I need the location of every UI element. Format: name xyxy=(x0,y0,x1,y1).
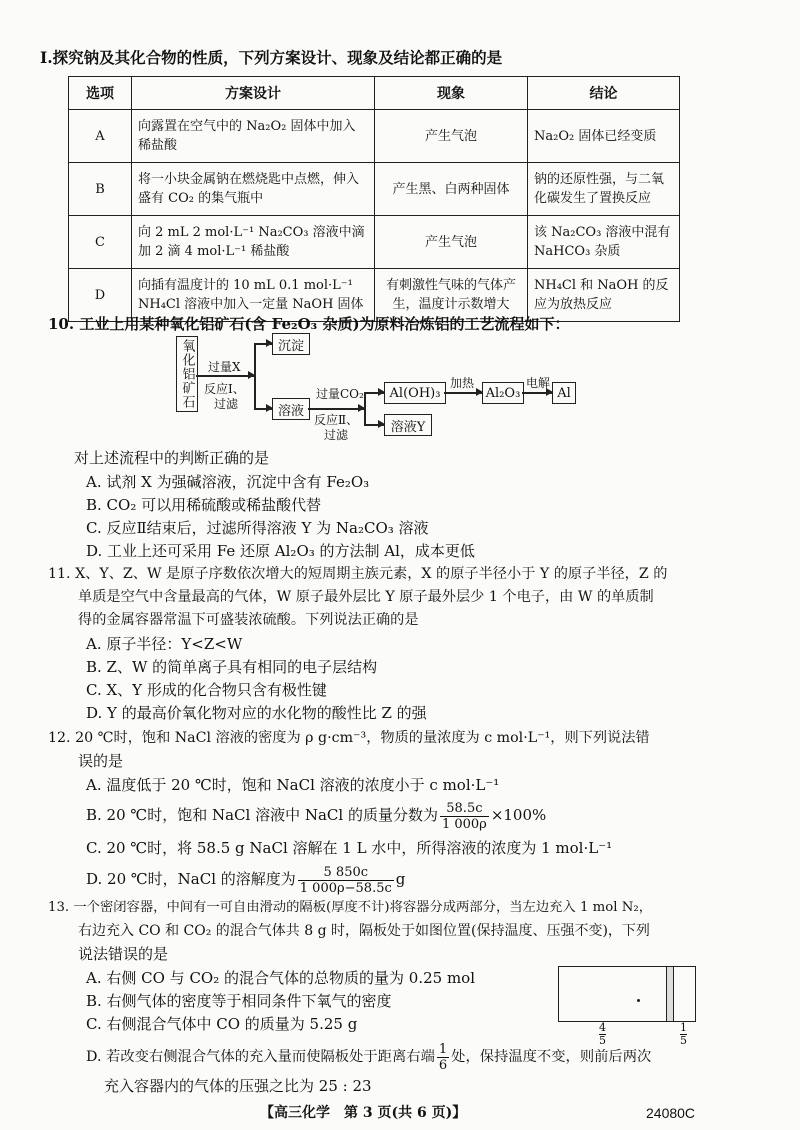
q12-option-b-text: B. 20 ℃时，饱和 NaCl 溶液中 NaCl 的质量分数为 xyxy=(86,806,438,824)
q11-option-c: C. X、Y 形成的化合物只含有极性键 xyxy=(86,681,327,699)
q12-d-fraction xyxy=(298,865,394,896)
tick-left-num: 4 xyxy=(599,1021,606,1034)
q9-stem: I.探究钠及其化合物的性质，下列方案设计、现象及结论都正确的是 xyxy=(40,48,503,67)
row-design: 将一小块金属钠在燃烧匙中点燃，伸入盛有 CO₂ 的集气瓶中 xyxy=(132,163,375,216)
col-header-design: 方案设计 xyxy=(132,77,375,110)
q13-line-3: 说法错误的是 xyxy=(78,945,169,963)
row-design: 向露置在空气中的 Na₂O₂ 固体中加入稀盐酸 xyxy=(132,110,375,163)
arrow-solution-out xyxy=(308,408,364,410)
col-header-observation: 现象 xyxy=(375,77,528,110)
q9-table xyxy=(68,76,680,322)
step2-reagent: 过量CO₂ xyxy=(316,387,364,401)
q12-b-fraction xyxy=(440,801,489,832)
al2o3-box: Al₂O₃ xyxy=(482,382,524,404)
precipitate-box: 沉淀 xyxy=(272,333,310,355)
row-observation: 产生气泡 xyxy=(375,216,528,269)
q11-line-3: 得的金属容器常温下可盛装浓硫酸。下列说法正确的是 xyxy=(78,612,419,628)
row-conclusion: 该 Na₂CO₃ 溶液中混有 NaHCO₃ 杂质 xyxy=(528,216,680,269)
q13-option-d xyxy=(86,1040,651,1074)
tick-right-fraction xyxy=(680,1022,687,1047)
q12-d-denominator: 1 000ρ−58.5c xyxy=(299,880,392,896)
heat-label: 加热 xyxy=(450,376,475,390)
q13-option-b: B. 右侧气体的密度等于相同条件下氧气的密度 xyxy=(86,992,392,1010)
q13-d-suffix: 处，保持温度不变，则前后两次 xyxy=(451,1049,652,1065)
q11-line-2: 单质是空气中含量最高的气体，W 原子最外层比 Y 原子最外层少 1 个电子，由 W 的单质制 xyxy=(78,589,654,605)
q13-option-d-text: D. 若改变右侧混合气体的充入量而使隔板处于距离右端 xyxy=(86,1049,435,1065)
q11-option-a: A. 原子半径：Y<Z<W xyxy=(86,635,243,653)
step1-reaction: 反应Ⅰ、 xyxy=(204,382,245,396)
row-observation: 有刺激性气味的气体产生，温度计示数增大 xyxy=(375,269,528,322)
arrow-electrolysis xyxy=(522,392,552,394)
q12-option-c: C. 20 ℃时，将 58.5 g NaCl 溶解在 1 L 水中，所得溶液的浓度为 1 mol·L⁻¹ xyxy=(86,839,613,857)
table-row xyxy=(69,163,680,216)
arrow-precipitate xyxy=(254,343,272,345)
step2-reaction: 反应Ⅱ、 xyxy=(314,413,359,427)
q10-option-a: A. 试剂 X 为强碱溶液，沉淀中含有 Fe₂O₃ xyxy=(86,473,370,491)
q12-d-suffix: g xyxy=(395,870,406,888)
partition xyxy=(666,967,674,1021)
arrow-solution-y xyxy=(364,424,384,426)
q12-d-numerator: 5 850c xyxy=(298,865,394,881)
q13-line-2: 右边充入 CO 和 CO₂ 的混合气体共 8 g 时，隔板处于如图位置(保持温度、压强不变)，下列 xyxy=(78,923,650,939)
row-observation: 产生气泡 xyxy=(375,110,528,163)
q13-option-c: C. 右侧混合气体中 CO 的质量为 5.25 g xyxy=(86,1015,358,1033)
col-header-conclusion: 结论 xyxy=(528,77,680,110)
q11-option-b: B. Z、W 的简单离子具有相同的电子层结构 xyxy=(86,658,378,676)
row-option: B xyxy=(69,163,132,216)
row-conclusion: 钠的还原性强，与二氧化碳发生了置换反应 xyxy=(528,163,680,216)
arrow-aloh3 xyxy=(364,392,384,394)
tick-right-num: 1 xyxy=(680,1021,687,1034)
q12-b-numerator: 58.5c xyxy=(440,801,489,817)
q10-option-b: B. CO₂ 可以用稀硫酸或稀盐酸代替 xyxy=(86,496,322,514)
q10-option-d: D. 工业上还可采用 Fe 还原 Al₂O₃ 的方法制 Al，成本更低 xyxy=(86,542,475,560)
q12-option-d xyxy=(86,862,405,896)
step1-filter: 过滤 xyxy=(214,397,239,411)
row-option: C xyxy=(69,216,132,269)
q13-d-fraction xyxy=(437,1042,449,1073)
row-design: 向 2 mL 2 mol·L⁻¹ Na₂CO₃ 溶液中滴加 2 滴 4 mol·L⁻¹ 稀盐酸 xyxy=(132,216,375,269)
q12-line-2: 误的是 xyxy=(78,752,124,770)
step2-filter: 过滤 xyxy=(324,428,349,442)
q11-line-1: 11. X、Y、Z、W 是原子序数依次增大的短周期主族元素，X 的原子半径小于 Y 的原子半径，Z 的 xyxy=(48,566,668,582)
row-observation: 产生黑、白两种固体 xyxy=(375,163,528,216)
table-row xyxy=(69,110,680,163)
branch-line xyxy=(254,343,256,408)
page-footer: 【高三化学 第 3 页(共 6 页)】 xyxy=(260,1105,467,1121)
col-header-option: 选项 xyxy=(69,77,132,110)
tick-left-den: 5 xyxy=(599,1034,606,1047)
step1-reagent: 过量X xyxy=(208,360,241,374)
q10-prompt: 对上述流程中的判断正确的是 xyxy=(74,449,270,467)
q13-d-numerator: 1 xyxy=(438,1041,448,1057)
row-design: 向插有温度计的 10 mL 0.1 mol·L⁻¹ NH₄Cl 溶液中加入一定量 NaOH 固体 xyxy=(132,269,375,322)
q10-stem: 10. 工业上用某种氧化铝矿石(含 Fe₂O₃ 杂质)为原料冶炼铝的工艺流程如下： xyxy=(48,315,570,333)
solution-y-box: 溶液Y xyxy=(384,414,432,436)
table-header-row xyxy=(69,77,680,110)
al-box: Al xyxy=(552,382,576,404)
q13-option-d-line2: 充入容器内的气体的压强之比为 25 : 23 xyxy=(104,1077,372,1095)
q12-b-denominator: 1 000ρ xyxy=(441,816,487,832)
q11-option-d: D. Y 的最高价氧化物对应的水化物的酸性比 Z 的强 xyxy=(86,704,427,722)
aloh3-box: Al(OH)₃ xyxy=(384,382,446,404)
q13-d-denominator: 6 xyxy=(438,1057,448,1073)
arrow-solution xyxy=(254,408,272,410)
paper-code: 24080C xyxy=(646,1105,696,1121)
q12-b-suffix: ×100% xyxy=(490,806,547,824)
q12-line-1: 12. 20 ℃时，饱和 NaCl 溶液的密度为 ρ g·cm⁻³，物质的量浓度为 c mol·L⁻¹，则下列说法错 xyxy=(48,730,650,746)
solution-box: 溶液 xyxy=(272,398,310,420)
q12-option-a: A. 温度低于 20 ℃时，饱和 NaCl 溶液的浓度小于 c mol·L⁻¹ xyxy=(86,776,500,794)
container-dot xyxy=(637,999,640,1002)
electrolysis-label: 电解 xyxy=(526,376,551,390)
row-conclusion: Na₂O₂ 固体已经变质 xyxy=(528,110,680,163)
ore-box: 氧化铝矿石 xyxy=(176,336,198,412)
q13-line-1: 13. 一个密闭容器，中间有一可自由滑动的隔板(厚度不计)将容器分成两部分，当左边充入 1 mol N₂， xyxy=(48,900,653,915)
q12-option-d-text: D. 20 ℃时，NaCl 的溶解度为 xyxy=(86,870,296,888)
table-row xyxy=(69,216,680,269)
arrow-heat xyxy=(444,392,482,394)
branch-line-2 xyxy=(364,392,366,424)
row-option: A xyxy=(69,110,132,163)
container-diagram xyxy=(558,966,696,1022)
q12-option-b xyxy=(86,798,546,832)
q13-option-a: A. 右侧 CO 与 CO₂ 的混合气体的总物质的量为 0.25 mol xyxy=(86,969,475,987)
q10-option-c: C. 反应Ⅱ结束后，过滤所得溶液 Y 为 Na₂CO₃ 溶液 xyxy=(86,519,429,537)
arrow-ore xyxy=(196,375,254,377)
row-conclusion: NH₄Cl 和 NaOH 的反应为放热反应 xyxy=(528,269,680,322)
row-option: D xyxy=(69,269,132,322)
tick-right-den: 5 xyxy=(680,1034,687,1047)
